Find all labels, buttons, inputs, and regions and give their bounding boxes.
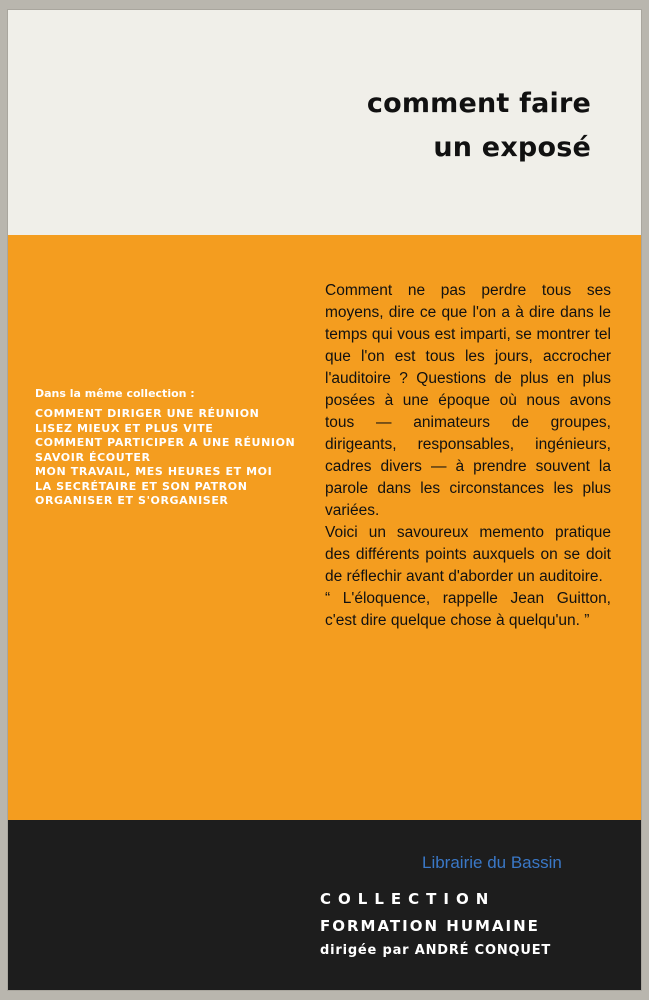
- blurb-text: [325, 280, 611, 632]
- black-band: [8, 820, 641, 990]
- collection-item: ORGANISER ET S'ORGANISER: [35, 494, 229, 507]
- collection-item: LISEZ MIEUX ET PLUS VITE: [35, 421, 214, 435]
- collection-item: COMMENT PARTICIPER A UNE RÉUNION: [35, 436, 296, 449]
- book-back-cover: [8, 10, 641, 990]
- blurb-paragraph: Voici un savoureux memento pratique des différents points auxquels on se doit de réflechir avant d'aborder un auditoire.: [325, 524, 611, 585]
- collection-item: COMMENT DIRIGER UNE RÉUNION: [35, 407, 260, 420]
- series-name: FORMATION HUMAINE: [320, 917, 540, 935]
- orange-band: [8, 235, 641, 820]
- book-title-line-1: comment faire: [366, 88, 591, 119]
- blurb-quote: “ L'éloquence, rappelle Jean Guitton, c'est dire quelque chose à quelqu'un. ”: [325, 590, 611, 629]
- blurb-paragraph: Comment ne pas perdre tous ses moyens, dire ce que l'on a à dire dans le temps qui vous est imparti, se montrer tel que l'on est tous les jours, accrocher l'auditoire ? Questions de plus en plus posées à une époque où nous avons tous — animateurs de groupes, dirigeants, responsables, ingénieurs, cadres divers — à prendre souvent la parole dans les circonstances les plus variées.: [325, 282, 611, 519]
- collection-item: LA SECRÉTAIRE ET SON PATRON: [35, 479, 248, 493]
- series-editor: dirigée par ANDRÉ CONQUET: [320, 943, 552, 958]
- series-label: COLLECTION: [320, 890, 496, 908]
- collection-item: MON TRAVAIL, MES HEURES ET MOI: [35, 465, 273, 478]
- collection-heading: Dans la même collection :: [35, 387, 195, 400]
- collection-list: [35, 387, 315, 509]
- book-title-line-2: un exposé: [433, 132, 591, 163]
- collection-item: SAVOIR ÉCOUTER: [35, 450, 151, 464]
- bookshop-watermark: Librairie du Bassin: [422, 853, 562, 872]
